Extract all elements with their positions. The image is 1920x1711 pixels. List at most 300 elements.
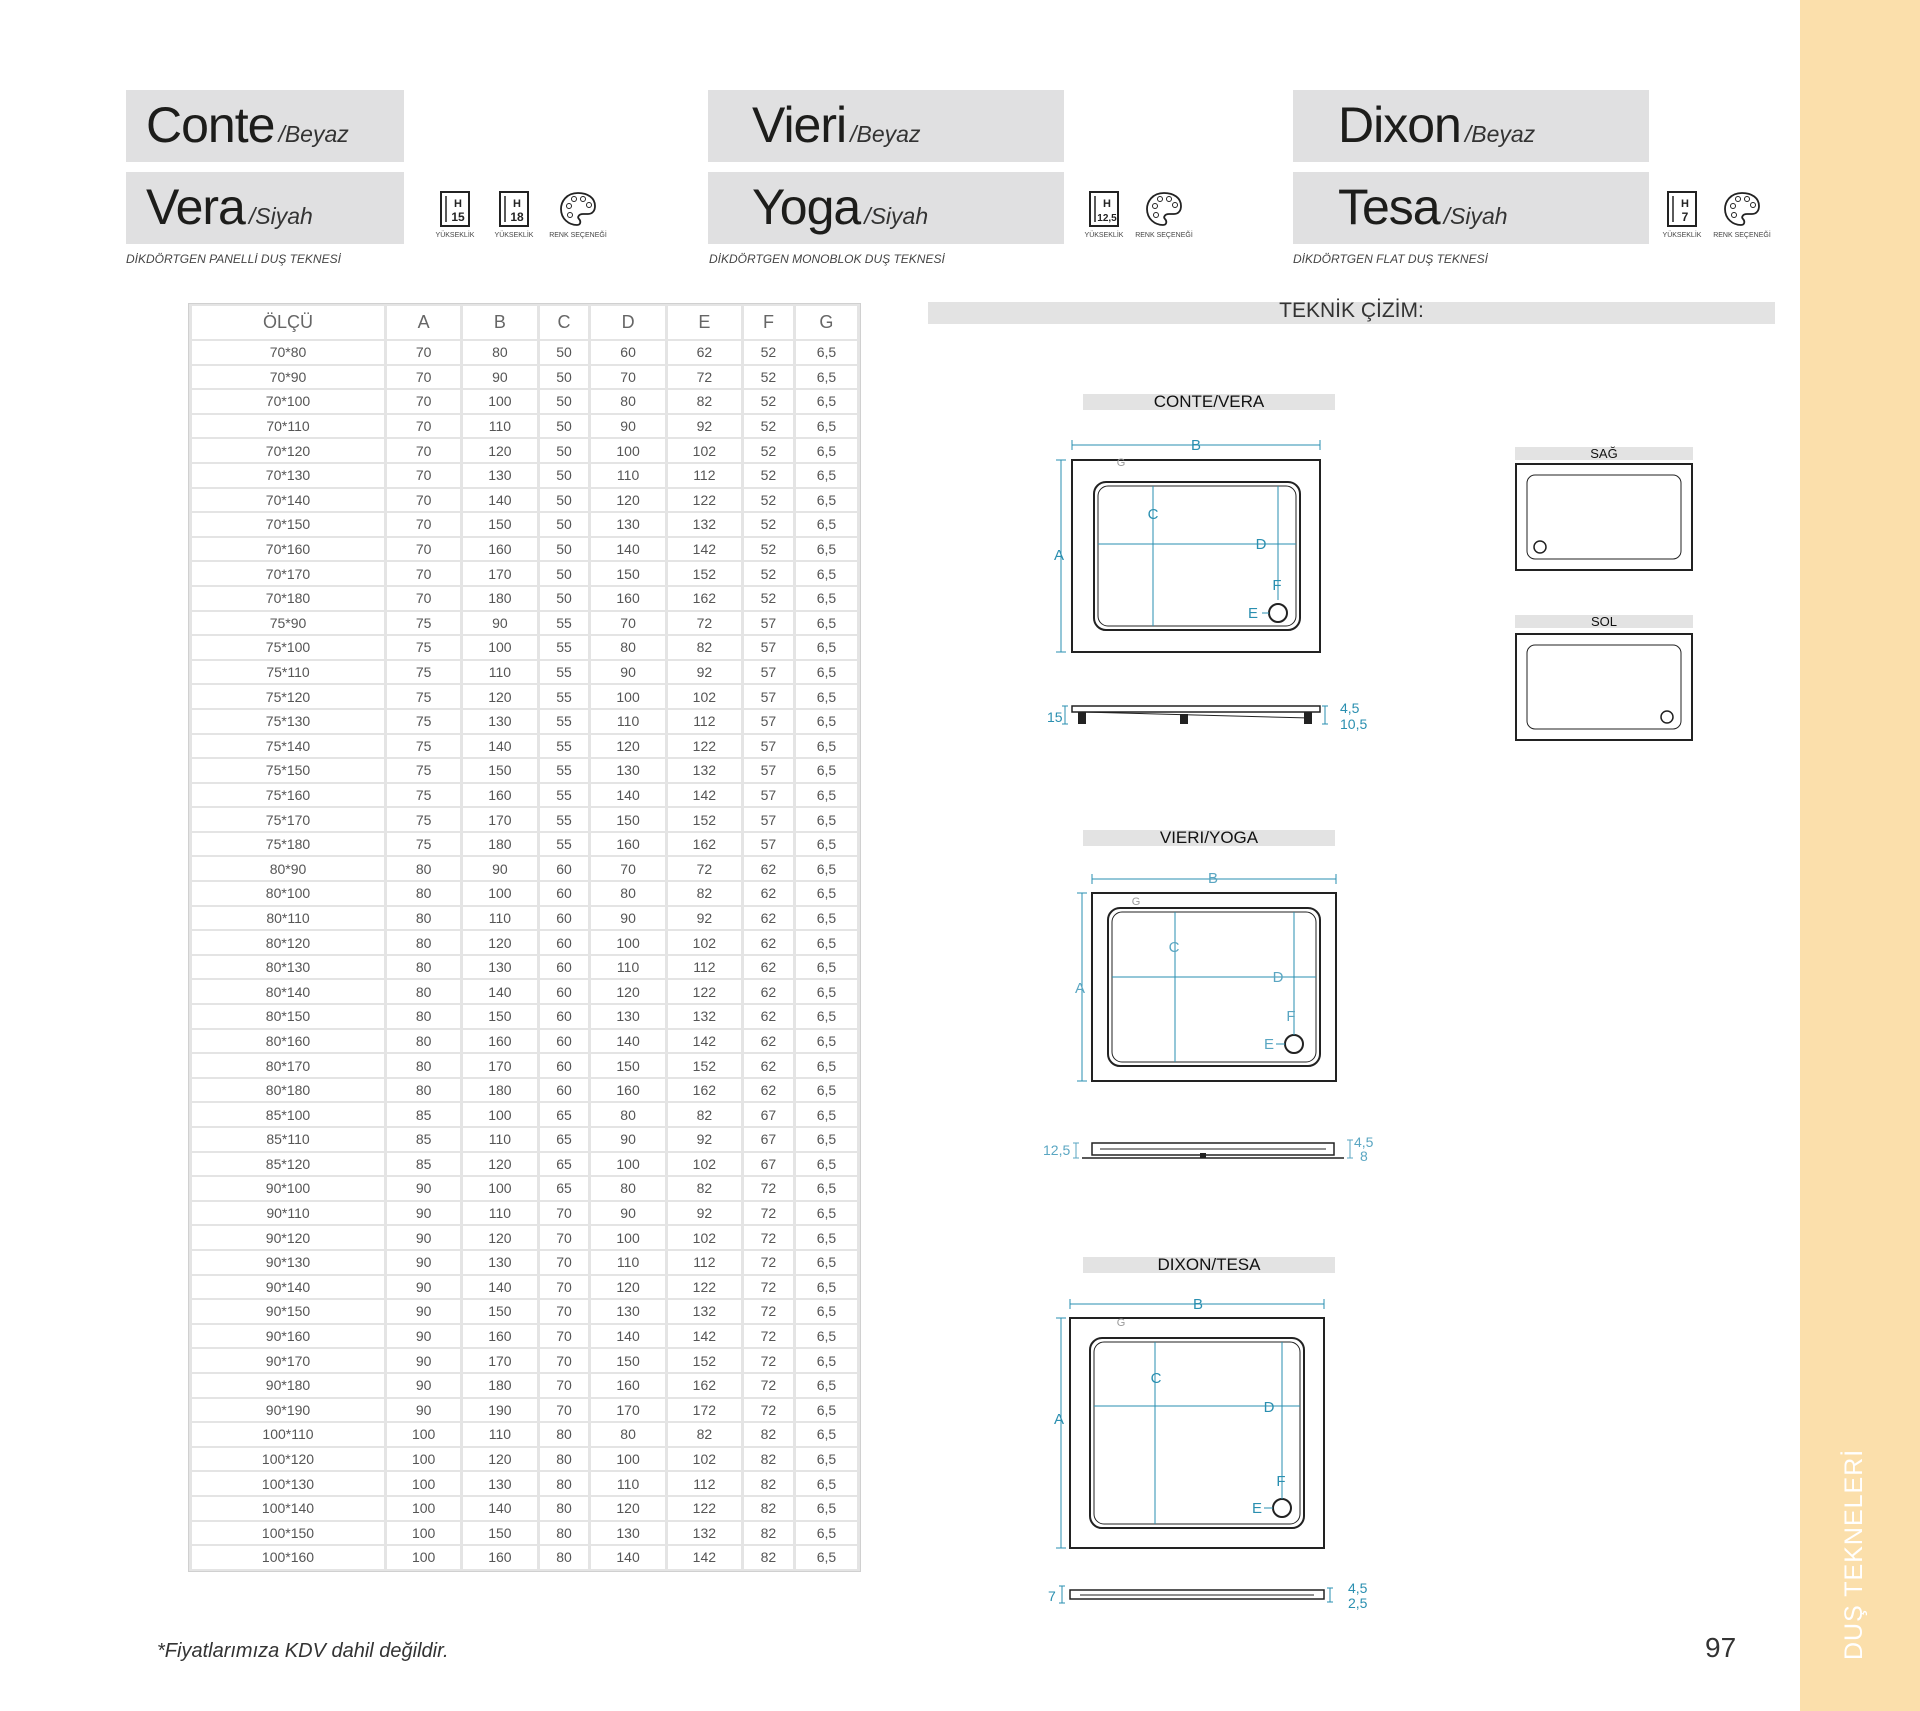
- table-row: [192, 439, 857, 462]
- table-row: [192, 341, 857, 364]
- table-cell: 75*160: [192, 784, 384, 807]
- table-cell: 90: [387, 1226, 460, 1249]
- table-cell: 6,5: [796, 784, 857, 807]
- table-cell: 55: [540, 636, 589, 659]
- table-cell: 90: [591, 1202, 664, 1225]
- table-cell: 90*140: [192, 1276, 384, 1299]
- table-cell: 60: [540, 980, 589, 1003]
- color-label: RENK SEÇENEĞİ: [549, 232, 607, 239]
- table-cell: 80*110: [192, 907, 384, 930]
- table-row: [192, 489, 857, 512]
- table-cell: 6,5: [796, 661, 857, 684]
- table-cell: 62: [744, 907, 793, 930]
- table-row: [192, 980, 857, 1003]
- table-cell: 90: [591, 415, 664, 438]
- product-name: Conte: [146, 97, 275, 153]
- table-cell: 85*120: [192, 1153, 384, 1176]
- table-cell: 6,5: [796, 1448, 857, 1471]
- table-cell: 100: [591, 1153, 664, 1176]
- table-cell: 60: [540, 907, 589, 930]
- table-cell: 100: [463, 390, 536, 413]
- table-cell: 75: [387, 735, 460, 758]
- svg-text:H: H: [1681, 198, 1689, 210]
- drawing-conte-vera: [1040, 430, 1368, 740]
- table-cell: 62: [744, 1030, 793, 1053]
- table-cell: 70: [387, 366, 460, 389]
- dim-c: C: [1147, 506, 1159, 523]
- table-cell: 122: [668, 1497, 741, 1520]
- table-cell: 6,5: [796, 1374, 857, 1397]
- table-cell: 50: [540, 489, 589, 512]
- dim-b: B: [1207, 870, 1219, 887]
- technical-title: TEKNİK ÇİZİM:: [1279, 299, 1424, 322]
- palette-icon: [1722, 190, 1762, 228]
- table-cell: 90*120: [192, 1226, 384, 1249]
- table-cell: 72: [744, 1325, 793, 1348]
- table-row: [192, 562, 857, 585]
- table-cell: 72: [744, 1177, 793, 1200]
- table-cell: 6,5: [796, 1103, 857, 1126]
- table-cell: 120: [463, 1153, 536, 1176]
- table-cell: 150: [591, 562, 664, 585]
- table-cell: 80*90: [192, 857, 384, 880]
- table-cell: 57: [744, 612, 793, 635]
- table-cell: 130: [463, 464, 536, 487]
- color-feature: [1134, 190, 1194, 239]
- table-cell: 140: [463, 980, 536, 1003]
- table-cell: 75: [387, 661, 460, 684]
- table-cell: 132: [668, 513, 741, 536]
- table-cell: 70: [387, 464, 460, 487]
- table-cell: 140: [591, 1030, 664, 1053]
- table-cell: 102: [668, 1153, 741, 1176]
- table-cell: 67: [744, 1153, 793, 1176]
- table-cell: 70: [591, 366, 664, 389]
- table-cell: 57: [744, 661, 793, 684]
- table-cell: 92: [668, 1128, 741, 1151]
- table-cell: 6,5: [796, 1349, 857, 1372]
- table-cell: 70*110: [192, 415, 384, 438]
- table-cell: 110: [463, 661, 536, 684]
- table-row: [192, 1546, 857, 1569]
- product-box-tesa: [1293, 172, 1649, 244]
- table-cell: 100: [591, 439, 664, 462]
- table-cell: 6,5: [796, 341, 857, 364]
- table-cell: 172: [668, 1399, 741, 1422]
- svg-text:15: 15: [451, 210, 465, 224]
- table-cell: 55: [540, 735, 589, 758]
- svg-text:7: 7: [1681, 210, 1689, 224]
- height-feature: [1652, 190, 1712, 239]
- table-cell: 85*100: [192, 1103, 384, 1126]
- table-cell: 6,5: [796, 464, 857, 487]
- dim-a: A: [1053, 547, 1065, 564]
- table-cell: 62: [744, 956, 793, 979]
- table-cell: 52: [744, 390, 793, 413]
- vat-note: *Fiyatlarımıza KDV dahil değildir.: [157, 1640, 449, 1662]
- table-cell: 75*140: [192, 735, 384, 758]
- table-cell: 80: [387, 1054, 460, 1077]
- table-cell: 6,5: [796, 1522, 857, 1545]
- section-label: DUŞ TEKNELERİ: [1840, 1448, 1868, 1660]
- table-cell: 110: [591, 956, 664, 979]
- table-row: [192, 1399, 857, 1422]
- dim-c: C: [1150, 1370, 1162, 1387]
- table-cell: 160: [463, 1546, 536, 1569]
- table-cell: 6,5: [796, 1399, 857, 1422]
- product-name: Vera: [146, 179, 245, 235]
- table-cell: 72: [744, 1399, 793, 1422]
- table-cell: 75*180: [192, 833, 384, 856]
- table-cell: 75: [387, 685, 460, 708]
- table-row: [192, 710, 857, 733]
- table-cell: 100: [591, 1448, 664, 1471]
- bottom-dim: 10,5: [1340, 716, 1368, 732]
- table-cell: 80: [387, 931, 460, 954]
- table-cell: 100*110: [192, 1423, 384, 1446]
- table-cell: 72: [744, 1300, 793, 1323]
- table-cell: 70*90: [192, 366, 384, 389]
- table-cell: 6,5: [796, 366, 857, 389]
- table-cell: 72: [744, 1202, 793, 1225]
- table-cell: 150: [463, 1300, 536, 1323]
- table-cell: 142: [668, 1546, 741, 1569]
- palette-icon: [1144, 190, 1184, 228]
- table-cell: 6,5: [796, 907, 857, 930]
- table-cell: 6,5: [796, 1423, 857, 1446]
- table-cell: 60: [540, 1054, 589, 1077]
- table-cell: 52: [744, 562, 793, 585]
- table-cell: 6,5: [796, 980, 857, 1003]
- table-cell: 82: [668, 390, 741, 413]
- table-cell: 142: [668, 538, 741, 561]
- table-row: [192, 661, 857, 684]
- product-color: /Beyaz: [1464, 121, 1536, 147]
- side-height: 12,5: [1043, 1142, 1071, 1158]
- table-cell: 85: [387, 1103, 460, 1126]
- table-cell: 90: [387, 1399, 460, 1422]
- table-cell: 6,5: [796, 513, 857, 536]
- table-cell: 170: [463, 1349, 536, 1372]
- height-icon: [1664, 190, 1700, 228]
- table-cell: 150: [463, 1522, 536, 1545]
- table-cell: 100: [591, 685, 664, 708]
- table-cell: 152: [668, 808, 741, 831]
- table-cell: 70*170: [192, 562, 384, 585]
- table-cell: 120: [463, 931, 536, 954]
- table-cell: 52: [744, 341, 793, 364]
- table-cell: 85: [387, 1153, 460, 1176]
- drawing-label: CONTE/VERA: [1083, 394, 1335, 410]
- product-color: /Beyaz: [278, 121, 349, 147]
- product-name: Yoga: [752, 179, 861, 235]
- table-cell: 60: [540, 857, 589, 880]
- table-cell: 70: [387, 513, 460, 536]
- dim-c: C: [1168, 939, 1180, 956]
- dim-f: F: [1286, 1008, 1296, 1025]
- table-cell: 65: [540, 1177, 589, 1200]
- table-cell: 80: [463, 341, 536, 364]
- table-row: [192, 1079, 857, 1102]
- table-cell: 120: [591, 1276, 664, 1299]
- column-header: E: [668, 306, 741, 339]
- table-cell: 55: [540, 612, 589, 635]
- table-header-row: [192, 306, 857, 339]
- table-cell: 82: [668, 1423, 741, 1446]
- table-cell: 122: [668, 489, 741, 512]
- table-cell: 70*120: [192, 439, 384, 462]
- table-row: [192, 513, 857, 536]
- table-cell: 62: [744, 931, 793, 954]
- table-cell: 180: [463, 833, 536, 856]
- table-cell: 6,5: [796, 685, 857, 708]
- table-cell: 75*110: [192, 661, 384, 684]
- table-cell: 50: [540, 464, 589, 487]
- table-cell: 82: [744, 1497, 793, 1520]
- table-cell: 160: [591, 587, 664, 610]
- table-row: [192, 1103, 857, 1126]
- product-type: DİKDÖRTGEN PANELLİ DUŞ TEKNESİ: [126, 252, 341, 266]
- table-cell: 6,5: [796, 931, 857, 954]
- table-cell: 90*150: [192, 1300, 384, 1323]
- table-cell: 55: [540, 808, 589, 831]
- table-row: [192, 1522, 857, 1545]
- table-cell: 72: [744, 1349, 793, 1372]
- height-icon: [437, 190, 473, 228]
- table-cell: 90*190: [192, 1399, 384, 1422]
- table-cell: 90: [387, 1349, 460, 1372]
- table-cell: 80: [387, 980, 460, 1003]
- bottom-dim: 2,5: [1348, 1595, 1368, 1611]
- table-cell: 6,5: [796, 833, 857, 856]
- table-cell: 80: [591, 1177, 664, 1200]
- table-cell: 180: [463, 587, 536, 610]
- table-cell: 50: [540, 513, 589, 536]
- table-cell: 140: [591, 784, 664, 807]
- table-cell: 70: [540, 1226, 589, 1249]
- height-label: YÜKSEKLİK: [494, 232, 534, 239]
- table-cell: 6,5: [796, 1472, 857, 1495]
- table-cell: 80: [591, 1103, 664, 1126]
- table-cell: 180: [463, 1079, 536, 1102]
- table-row: [192, 1153, 857, 1176]
- drawing-sol: [1515, 633, 1695, 743]
- table-cell: 75: [387, 833, 460, 856]
- table-cell: 57: [744, 636, 793, 659]
- dim-a: A: [1053, 1411, 1065, 1428]
- table-cell: 55: [540, 833, 589, 856]
- table-cell: 72: [744, 1374, 793, 1397]
- dim-e: E: [1251, 1500, 1263, 1517]
- table-cell: 57: [744, 710, 793, 733]
- table-cell: 140: [463, 1497, 536, 1520]
- table-cell: 70: [387, 538, 460, 561]
- table-cell: 90: [591, 1128, 664, 1151]
- table-cell: 70*160: [192, 538, 384, 561]
- table-cell: 55: [540, 661, 589, 684]
- table-cell: 80: [540, 1472, 589, 1495]
- dim-g: G: [1116, 457, 1126, 469]
- table-cell: 75*130: [192, 710, 384, 733]
- table-cell: 142: [668, 784, 741, 807]
- table-cell: 122: [668, 735, 741, 758]
- table-cell: 120: [463, 1448, 536, 1471]
- table-cell: 90: [387, 1251, 460, 1274]
- table-cell: 70*140: [192, 489, 384, 512]
- side-height: 15: [1047, 709, 1063, 725]
- table-cell: 100*140: [192, 1497, 384, 1520]
- table-cell: 90*110: [192, 1202, 384, 1225]
- table-cell: 120: [591, 735, 664, 758]
- table-cell: 57: [744, 759, 793, 782]
- product-box-dixon: [1293, 90, 1649, 162]
- table-cell: 55: [540, 759, 589, 782]
- table-cell: 6,5: [796, 390, 857, 413]
- table-cell: 80: [540, 1522, 589, 1545]
- table-cell: 52: [744, 538, 793, 561]
- table-cell: 160: [463, 1325, 536, 1348]
- table-cell: 70*80: [192, 341, 384, 364]
- table-cell: 52: [744, 587, 793, 610]
- table-row: [192, 636, 857, 659]
- table-cell: 80*150: [192, 1005, 384, 1028]
- column-header: ÖLÇÜ: [192, 306, 384, 339]
- table-cell: 120: [463, 439, 536, 462]
- product-box-vera: [126, 172, 404, 244]
- table-cell: 132: [668, 1300, 741, 1323]
- dim-a: A: [1074, 980, 1086, 997]
- table-cell: 90*160: [192, 1325, 384, 1348]
- table-row: [192, 1128, 857, 1151]
- table-cell: 52: [744, 464, 793, 487]
- table-cell: 6,5: [796, 956, 857, 979]
- table-cell: 122: [668, 1276, 741, 1299]
- svg-text:H: H: [454, 198, 462, 210]
- product-color: /Beyaz: [850, 121, 921, 147]
- svg-text:12,5: 12,5: [1097, 213, 1117, 224]
- table-cell: 112: [668, 1472, 741, 1495]
- table-cell: 102: [668, 931, 741, 954]
- height-icon: [496, 190, 532, 228]
- table-row: [192, 931, 857, 954]
- table-cell: 80: [591, 636, 664, 659]
- table-cell: 75: [387, 784, 460, 807]
- table-row: [192, 1423, 857, 1446]
- table-row: [192, 538, 857, 561]
- table-cell: 6,5: [796, 538, 857, 561]
- table-cell: 120: [463, 1226, 536, 1249]
- table-cell: 6,5: [796, 562, 857, 585]
- table-cell: 6,5: [796, 857, 857, 880]
- table-cell: 80: [540, 1497, 589, 1520]
- column-header: F: [744, 306, 793, 339]
- table-cell: 70: [387, 415, 460, 438]
- table-cell: 6,5: [796, 1030, 857, 1053]
- table-cell: 70: [540, 1349, 589, 1372]
- color-label: RENK SEÇENEĞİ: [1713, 232, 1771, 239]
- table-cell: 75: [387, 759, 460, 782]
- table-cell: 80*170: [192, 1054, 384, 1077]
- table-cell: 82: [744, 1522, 793, 1545]
- table-cell: 70: [540, 1300, 589, 1323]
- table-cell: 82: [668, 636, 741, 659]
- table-cell: 70: [540, 1251, 589, 1274]
- dim-d: D: [1272, 969, 1284, 986]
- height-label: YÜKSEKLİK: [1662, 232, 1702, 239]
- table-cell: 70: [387, 390, 460, 413]
- table-cell: 6,5: [796, 808, 857, 831]
- table-cell: 65: [540, 1153, 589, 1176]
- table-cell: 50: [540, 439, 589, 462]
- table-row: [192, 1005, 857, 1028]
- table-cell: 6,5: [796, 1153, 857, 1176]
- table-cell: 62: [744, 857, 793, 880]
- table-cell: 70*100: [192, 390, 384, 413]
- table-cell: 75*120: [192, 685, 384, 708]
- table-row: [192, 390, 857, 413]
- column-header: D: [591, 306, 664, 339]
- table-cell: 75*170: [192, 808, 384, 831]
- table-cell: 110: [591, 464, 664, 487]
- table-cell: 70: [540, 1202, 589, 1225]
- table-cell: 52: [744, 366, 793, 389]
- table-cell: 6,5: [796, 489, 857, 512]
- table-cell: 80: [387, 857, 460, 880]
- table-cell: 100*130: [192, 1472, 384, 1495]
- table-cell: 90: [463, 857, 536, 880]
- table-cell: 50: [540, 538, 589, 561]
- dim-b: B: [1192, 1296, 1204, 1313]
- table-cell: 100: [387, 1448, 460, 1471]
- table-cell: 60: [540, 1030, 589, 1053]
- product-color: /Siyah: [1443, 203, 1508, 229]
- table-cell: 130: [591, 1005, 664, 1028]
- bottom-dim: 8: [1360, 1148, 1368, 1164]
- table-cell: 85: [387, 1128, 460, 1151]
- drawing-label: VIERI/YOGA: [1083, 830, 1335, 846]
- table-cell: 90: [387, 1202, 460, 1225]
- table-cell: 60: [591, 341, 664, 364]
- product-type: DİKDÖRTGEN MONOBLOK DUŞ TEKNESİ: [709, 252, 945, 266]
- table-cell: 80: [591, 882, 664, 905]
- table-cell: 160: [463, 538, 536, 561]
- table-cell: 160: [591, 1374, 664, 1397]
- table-cell: 130: [591, 513, 664, 536]
- table-cell: 50: [540, 390, 589, 413]
- table-row: [192, 612, 857, 635]
- table-cell: 70: [540, 1374, 589, 1397]
- table-cell: 110: [463, 1423, 536, 1446]
- table-cell: 170: [463, 1054, 536, 1077]
- table-cell: 60: [540, 1005, 589, 1028]
- table-cell: 80: [387, 1005, 460, 1028]
- table-cell: 50: [540, 587, 589, 610]
- table-cell: 80: [591, 390, 664, 413]
- table-cell: 52: [744, 415, 793, 438]
- table-cell: 50: [540, 341, 589, 364]
- table-cell: 80*120: [192, 931, 384, 954]
- table-row: [192, 1448, 857, 1471]
- table-cell: 150: [463, 1005, 536, 1028]
- color-feature: [548, 190, 608, 239]
- table-row: [192, 1177, 857, 1200]
- table-cell: 55: [540, 710, 589, 733]
- table-cell: 70: [387, 587, 460, 610]
- table-cell: 90*170: [192, 1349, 384, 1372]
- table-cell: 80: [387, 1030, 460, 1053]
- table-cell: 60: [540, 956, 589, 979]
- table-cell: 90: [463, 366, 536, 389]
